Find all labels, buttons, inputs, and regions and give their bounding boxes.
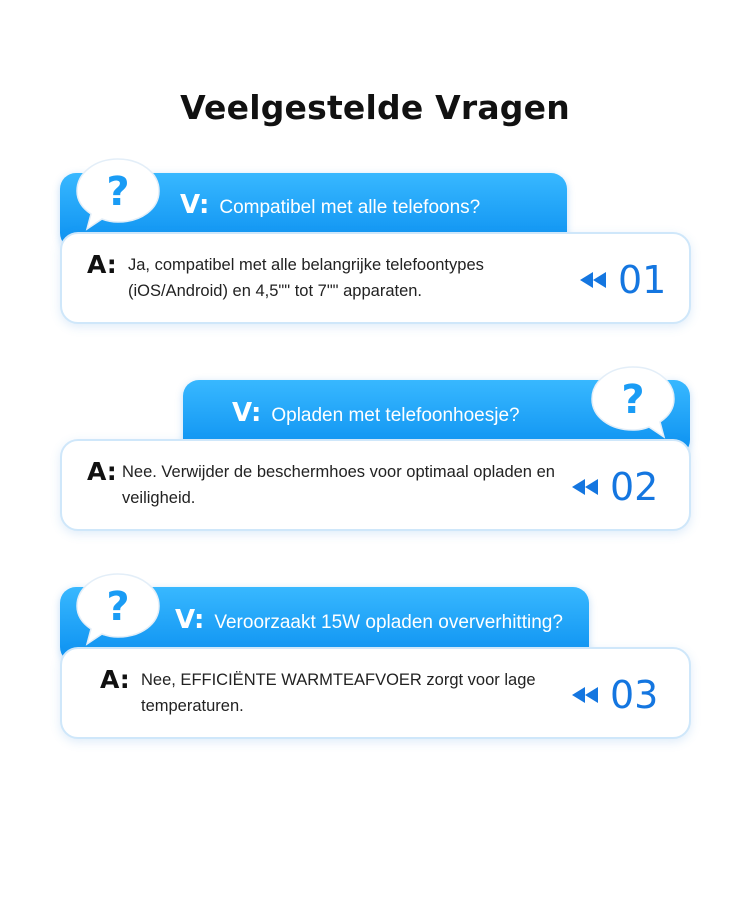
- answer-label: A:: [87, 457, 117, 486]
- answer-card: [60, 647, 691, 739]
- answer-card: [60, 232, 691, 324]
- faq-number: [570, 465, 658, 509]
- answer-text: Nee. Verwijder de beschermhoes voor optimaal opladen en veiligheid.: [122, 463, 555, 507]
- answer-text: Nee, EFFICIËNTE WARMTEAFVOER zorgt voor lage temperaturen.: [141, 671, 536, 715]
- answer-card: [60, 439, 691, 531]
- faq-number-label: 01: [618, 258, 667, 302]
- svg-text:?: ?: [106, 169, 130, 215]
- question-line: [232, 398, 520, 428]
- answer-text: Ja, compatibel met alle belangrijke telefoontypes (iOS/Android) en 4,5"" tot 7"" apparaten.: [128, 256, 484, 300]
- faq-item-1: [0, 155, 750, 315]
- faq-number-label: 03: [610, 673, 659, 717]
- question-text: Opladen met telefoonhoesje?: [271, 405, 520, 426]
- question-label: V:: [180, 190, 210, 220]
- faq-item-2: [0, 363, 750, 523]
- svg-text:?: ?: [621, 377, 645, 423]
- faq-number: [578, 258, 666, 302]
- question-line: [180, 190, 480, 220]
- rewind-icon: [570, 686, 600, 704]
- answer-label: A:: [87, 250, 117, 279]
- faq-number-label: 02: [610, 465, 659, 509]
- question-text: Compatibel met alle telefoons?: [219, 197, 481, 218]
- faq-number: [570, 673, 658, 717]
- question-bubble-icon: [73, 155, 163, 233]
- rewind-icon: [570, 478, 600, 496]
- question-label: V:: [175, 605, 205, 635]
- question-bubble-icon: [73, 570, 163, 648]
- question-text: Veroorzaakt 15W opladen oververhitting?: [214, 612, 563, 633]
- question-bubble-icon: [588, 363, 678, 441]
- page-title: Veelgestelde Vragen: [180, 88, 570, 127]
- answer-label: A:: [100, 665, 130, 694]
- rewind-icon: [578, 271, 608, 289]
- faq-item-3: [0, 570, 750, 730]
- question-label: V:: [232, 398, 262, 428]
- svg-text:?: ?: [106, 584, 130, 630]
- question-line: [175, 605, 563, 635]
